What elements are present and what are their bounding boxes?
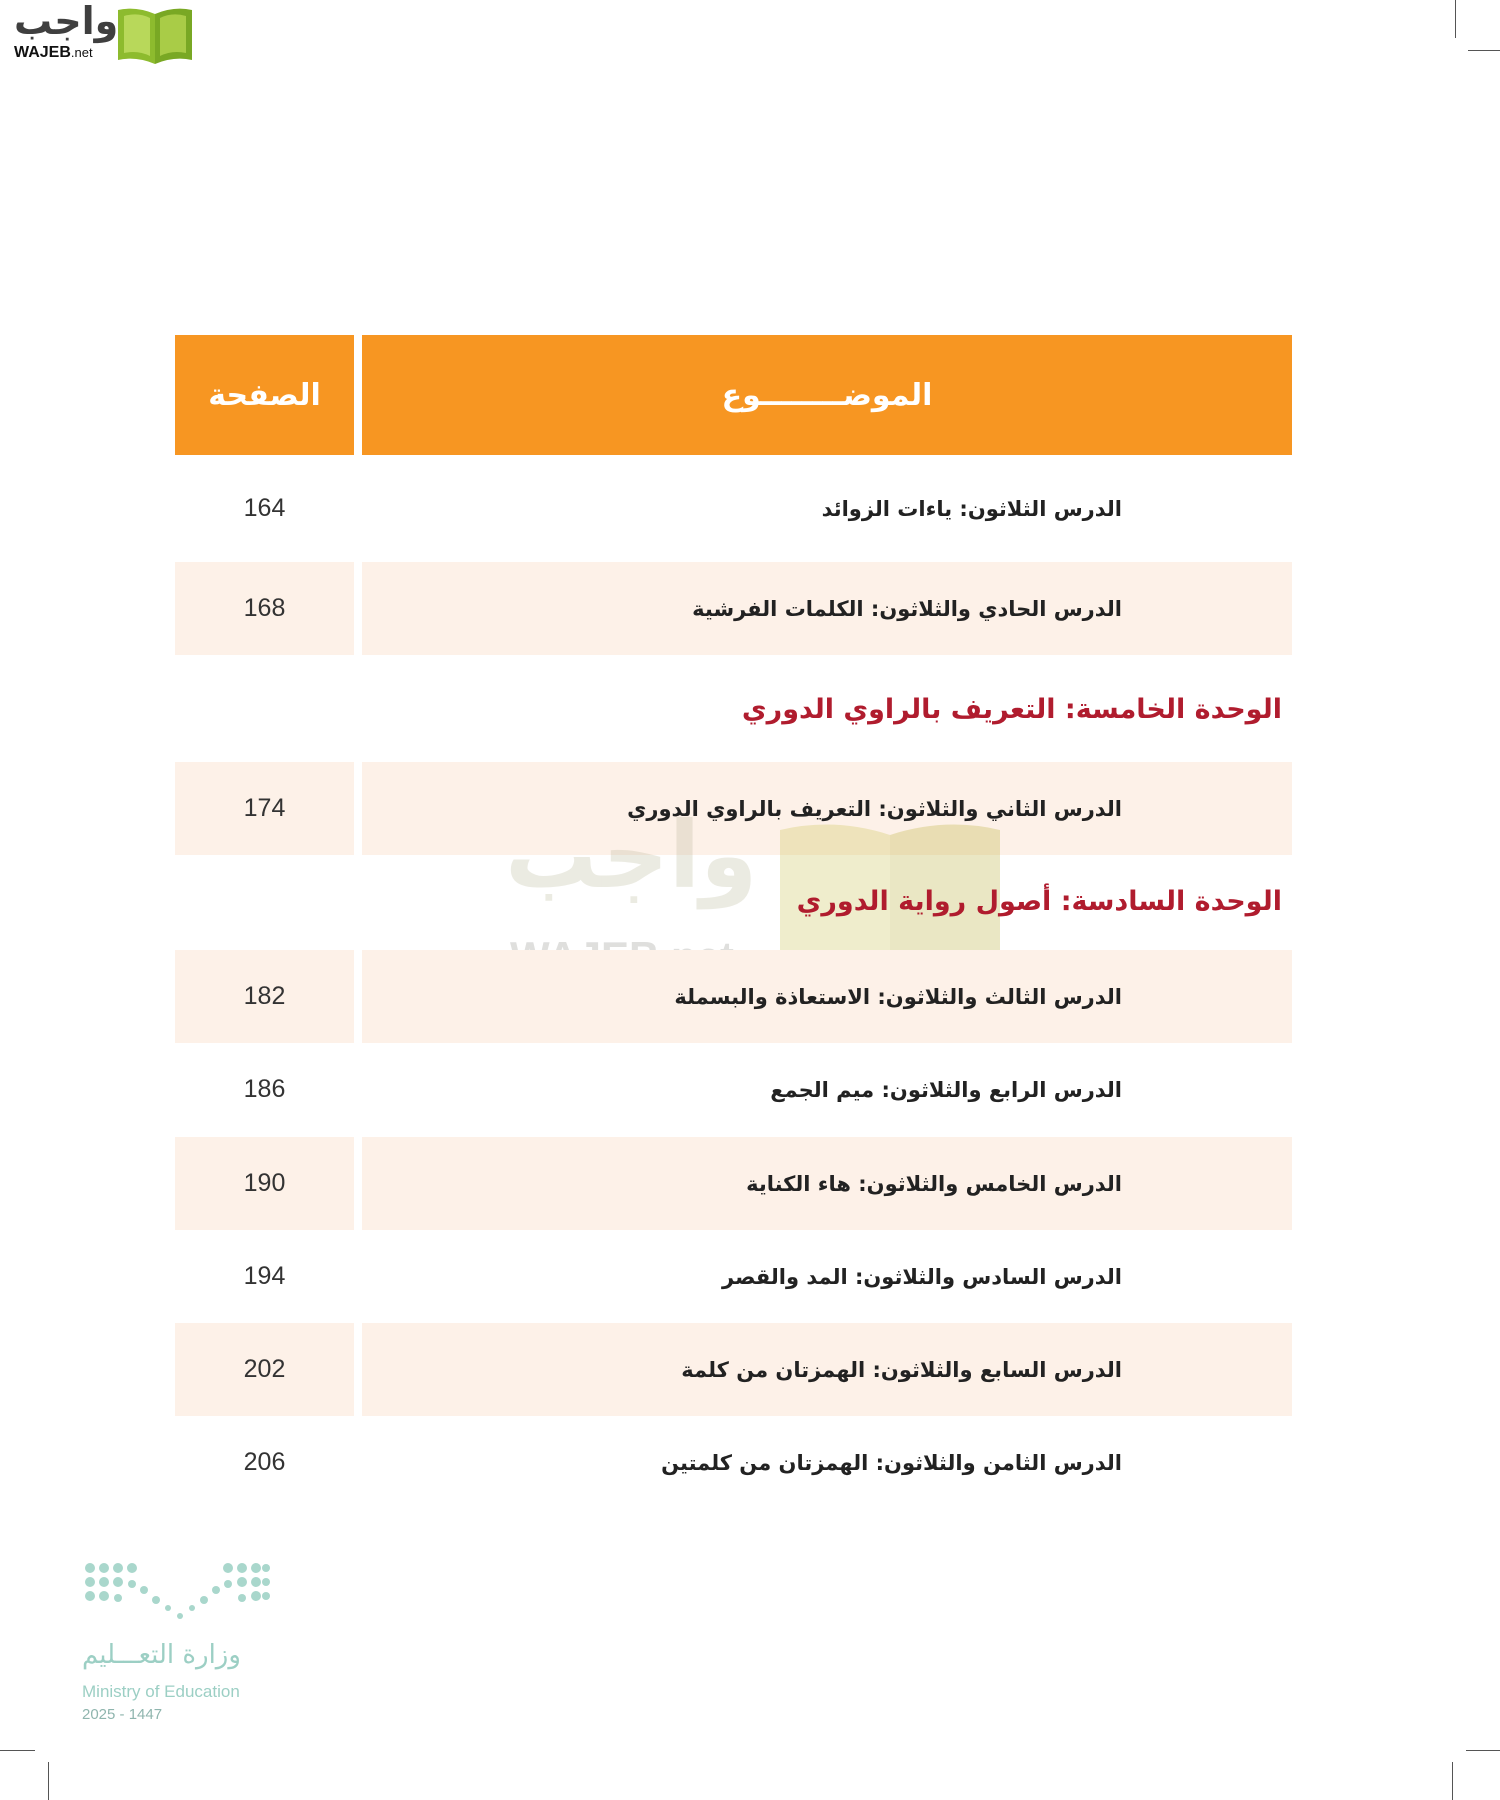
table-row: [175, 1137, 1292, 1230]
logo-domain-text: WAJEB.net: [14, 44, 93, 61]
header-page: الصفحة: [175, 335, 354, 455]
table-row: [175, 950, 1292, 1043]
row-page-number: 202: [175, 1323, 354, 1416]
ministry-emblem-icon: [82, 1560, 272, 1630]
row-page-number: 194: [243, 1262, 286, 1290]
table-row: [175, 1323, 1292, 1416]
crop-mark: [1468, 50, 1500, 51]
row-topic: الدرس الثاني والثلاثون: التعريف بالراوي الدوري: [362, 762, 1292, 855]
crop-mark: [1452, 1762, 1453, 1800]
table-row: [175, 562, 1292, 655]
table-row: [175, 462, 1292, 555]
ministry-logo: [82, 1560, 282, 1730]
row-page-number: 182: [175, 950, 354, 1043]
crop-mark: [1466, 1750, 1500, 1751]
table-row: [175, 1230, 1292, 1323]
row-topic: الدرس الحادي والثلاثون: الكلمات الفرشية: [362, 562, 1292, 655]
row-page-number: 164: [243, 494, 286, 522]
row-page-number: 206: [243, 1448, 286, 1476]
crop-mark: [48, 1762, 49, 1800]
row-page-number: 168: [175, 562, 354, 655]
row-page-number: 190: [175, 1137, 354, 1230]
row-topic: الدرس السادس والثلاثون: المد والقصر: [722, 1264, 1122, 1289]
ministry-english: Ministry of Education: [82, 1682, 240, 1701]
header-topic: الموضــــــــوع: [362, 335, 1292, 455]
row-topic: الدرس الثلاثون: ياءات الزوائد: [821, 496, 1122, 521]
row-topic: الدرس السابع والثلاثون: الهمزتان من كلمة: [362, 1323, 1292, 1416]
row-page-number: 186: [243, 1075, 286, 1103]
logo-arabic-text: واجب: [14, 0, 119, 43]
row-topic: الدرس الثالث والثلاثون: الاستعاذة والبسملة: [362, 950, 1292, 1043]
unit-title: الوحدة السادسة: أصول رواية الدوري: [796, 886, 1282, 917]
unit-title: الوحدة الخامسة: التعريف بالراوي الدوري: [741, 694, 1282, 725]
watermark-arabic: واجب: [505, 802, 758, 909]
row-page-number: 174: [175, 762, 354, 855]
crop-mark: [1455, 0, 1456, 38]
row-topic: الدرس الخامس والثلاثون: هاء الكناية: [362, 1137, 1292, 1230]
table-header: [175, 335, 1292, 455]
ministry-year: 2025 - 1447: [82, 1706, 163, 1723]
table-row: [175, 1043, 1292, 1136]
crop-mark: [0, 1750, 35, 1751]
row-topic: الدرس الرابع والثلاثون: ميم الجمع: [770, 1077, 1122, 1102]
wajeb-logo[interactable]: [8, 2, 198, 72]
book-icon: [114, 4, 196, 66]
row-topic: الدرس الثامن والثلاثون: الهمزتان من كلمتين: [661, 1450, 1122, 1475]
ministry-arabic: وزارة التعـــليم: [82, 1640, 241, 1670]
table-row: [175, 1416, 1292, 1509]
